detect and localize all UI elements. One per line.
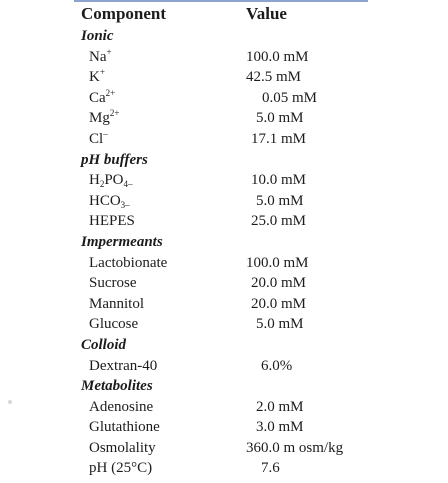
component-name: $HCO_{3-}$: [89, 192, 130, 210]
table-row-ph-25c: [81, 458, 381, 479]
component-name: Osmolality: [89, 439, 156, 456]
component-name: $Mg^{2+}$: [89, 108, 120, 127]
scan-speck: [8, 400, 12, 404]
component-value: 10.0 mM: [251, 172, 307, 189]
component-value: 6.0%: [261, 357, 293, 374]
component-value: 3.0 mM: [256, 419, 304, 436]
table-header-row: [81, 2, 381, 26]
component-value: 25.0 mM: [251, 213, 307, 230]
component-name: Mannitol: [89, 295, 144, 312]
component-name: pH (25°C): [89, 460, 153, 477]
table-row-bicarbonate: [81, 191, 381, 212]
component-value: 20.0 mM: [251, 295, 307, 312]
table-row-dextran-40: [81, 356, 381, 377]
table-row-osmolality: [81, 438, 381, 459]
component-column-header: Component: [81, 4, 167, 23]
component-value: 2.0 mM: [256, 398, 304, 415]
table-row-lactobionate: [81, 253, 381, 274]
table-row-magnesium: [81, 108, 381, 129]
component-value: 100.0 mM: [246, 254, 309, 271]
component-value: 7.6: [261, 460, 280, 477]
section-heading-colloid: Colloid: [81, 336, 127, 353]
section-heading-ph-buffers: pH buffers: [81, 151, 148, 168]
component-value: 360.0 m osm/kg: [246, 439, 344, 456]
table-row-hepes: [81, 211, 381, 232]
component-value: 100.0 mM: [246, 48, 309, 65]
component-value: 5.0 mM: [256, 316, 304, 333]
component-name: Cl–: [89, 128, 108, 147]
component-value: 17.1 mM: [251, 130, 307, 147]
component-name: K+: [89, 67, 105, 86]
section-heading-ionic: Ionic: [81, 28, 114, 44]
component-name: Adenosine: [89, 398, 154, 415]
component-value: 5.0 mM: [256, 192, 304, 209]
component-name: Sucrose: [89, 275, 137, 292]
value-column-header: Value: [246, 4, 287, 23]
table-row-potassium: [81, 67, 381, 88]
table-row-mannitol: [81, 294, 381, 315]
component-name: Dextran-40: [89, 357, 158, 374]
table-row-adenosine: [81, 397, 381, 418]
table-row-sodium: [81, 47, 381, 68]
component-value: 5.0 mM: [256, 110, 304, 127]
table-row-glucose: [81, 314, 381, 335]
component-name: Glutathione: [89, 419, 160, 436]
section-heading-impermeants: Impermeants: [81, 233, 163, 250]
composition-table: [81, 2, 381, 479]
component-value: 0.05 mM: [262, 89, 318, 106]
component-name: $H_2PO_{4-}$: [89, 172, 133, 190]
component-name: HEPES: [89, 213, 135, 230]
component-name: Glucose: [89, 316, 139, 333]
table-row-glutathione: [81, 417, 381, 438]
component-value: 42.5 mM: [246, 69, 302, 86]
component-name: Na+: [89, 46, 112, 65]
component-name: $Ca^{2+}$: [89, 87, 116, 106]
component-value: 20.0 mM: [251, 275, 307, 292]
table-row-chloride: [81, 129, 381, 150]
table-row-calcium: [81, 88, 381, 109]
section-heading-metabolites: Metabolites: [81, 378, 153, 395]
table-row-dihydrogen-phosphate: [81, 170, 381, 191]
table-row-sucrose: [81, 273, 381, 294]
component-name: Lactobionate: [89, 254, 168, 271]
